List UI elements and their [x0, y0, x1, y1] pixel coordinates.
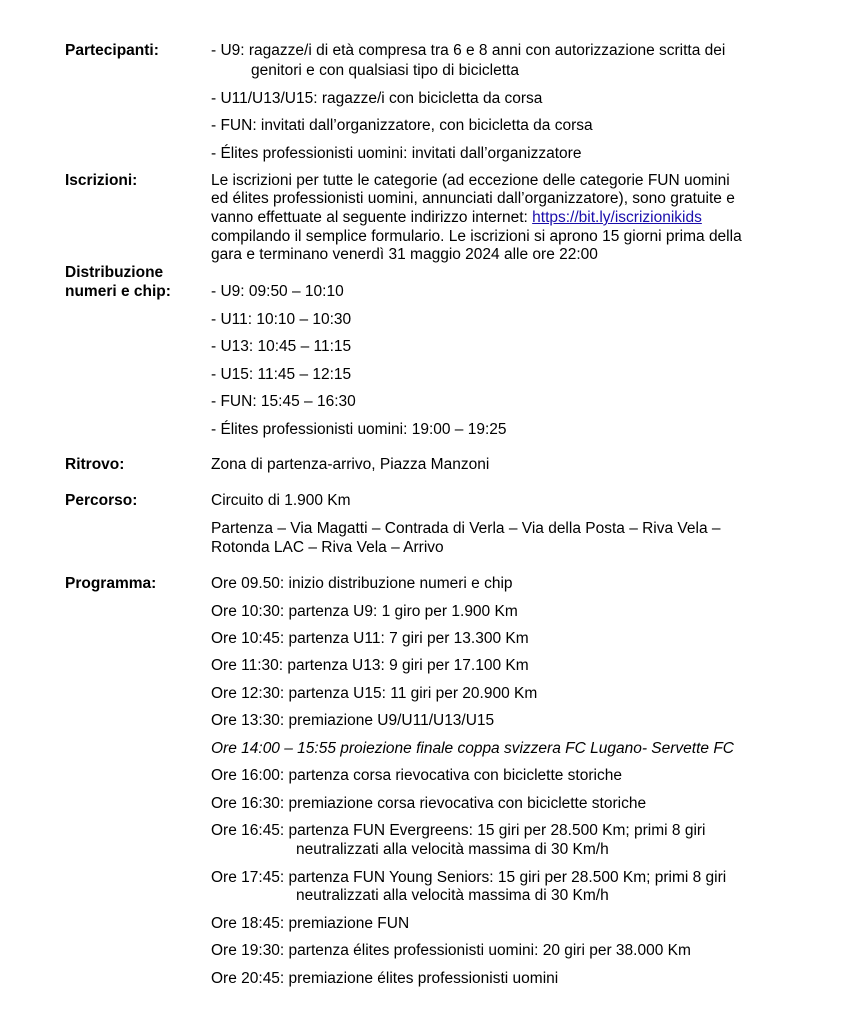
programma-item: Ore 17:45: partenza FUN Young Seniors: 15 giri per 28.500 Km; primi 8 giri — [211, 869, 727, 886]
ritrovo-label: Ritrovo: — [65, 456, 125, 473]
distribuzione-item: - FUN: 15:45 – 16:30 — [211, 393, 356, 410]
programma-item: Ore 20:45: premiazione élites professionisti uomini — [211, 970, 559, 987]
partecipanti-elites: - Élites professionisti uomini: invitati dall’organizzatore — [211, 145, 582, 162]
partecipanti-u11: - U11/U13/U15: ragazze/i con bicicletta da corsa — [211, 90, 543, 107]
percorso-circuito: Circuito di 1.900 Km — [211, 492, 351, 509]
distribuzione-item: - U15: 11:45 – 12:15 — [211, 366, 352, 383]
iscrizioni-line1: Le iscrizioni per tutte le categorie (ad eccezione delle categorie FUN uomini — [211, 172, 730, 189]
iscrizioni-line3 — [211, 209, 702, 227]
iscrizioni-link[interactable]: https://bit.ly/iscrizionikids — [532, 209, 702, 226]
iscrizioni-line5: gara e terminano venerdì 31 maggio 2024 alle ore 22:00 — [211, 246, 598, 263]
distribuzione-item: - Élites professionisti uomini: 19:00 – 19:25 — [211, 421, 507, 438]
partecipanti-label: Partecipanti: — [65, 42, 159, 59]
distribuzione-item: - U9: 09:50 – 10:10 — [211, 283, 344, 300]
programma-item: Ore 12:30: partenza U15: 11 giri per 20.900 Km — [211, 685, 538, 702]
programma-item: Ore 11:30: partenza U13: 9 giri per 17.100 Km — [211, 657, 529, 674]
partecipanti-u9-line1: - U9: ragazze/i di età compresa tra 6 e 8 anni con autorizzazione scritta dei — [211, 42, 726, 59]
partecipanti-u9-line2: genitori e con qualsiasi tipo di bicicletta — [251, 62, 519, 79]
distribuzione-label-line1: Distribuzione — [65, 264, 164, 281]
programma-item: Ore 16:00: partenza corsa rievocativa con biciclette storiche — [211, 767, 622, 784]
ritrovo-value: Zona di partenza-arrivo, Piazza Manzoni — [211, 456, 490, 473]
programma-item: Ore 18:45: premiazione FUN — [211, 915, 410, 932]
programma-item: Ore 19:30: partenza élites professionisti uomini: 20 giri per 38.000 Km — [211, 942, 691, 959]
percorso-route-line1: Partenza – Via Magatti – Contrada di Verla – Via della Posta – Riva Vela – — [211, 520, 721, 537]
distribuzione-item: - U11: 10:10 – 10:30 — [211, 311, 352, 328]
programma-item: neutralizzati alla velocità massima di 30 Km/h — [296, 841, 609, 858]
programma-label: Programma: — [65, 575, 157, 592]
programma-item: Ore 10:45: partenza U11: 7 giri per 13.300 Km — [211, 630, 529, 647]
distribuzione-label-line2: numeri e chip: — [65, 283, 171, 300]
programma-item: Ore 10:30: partenza U9: 1 giro per 1.900 Km — [211, 603, 518, 620]
iscrizioni-line2: ed élites professionisti uomini, annunciati dall’organizzatore), sono gratuite e — [211, 190, 735, 207]
programma-item: Ore 16:30: premiazione corsa rievocativa con biciclette storiche — [211, 795, 647, 812]
programma-item: neutralizzati alla velocità massima di 30 Km/h — [296, 887, 609, 904]
iscrizioni-line3-prefix: vanno effettuate al seguente indirizzo internet: — [211, 209, 533, 226]
distribuzione-item: - U13: 10:45 – 11:15 — [211, 338, 352, 355]
programma-item: Ore 14:00 – 15:55 proiezione finale coppa svizzera FC Lugano- Servette FC — [211, 740, 734, 757]
programma-item: Ore 09.50: inizio distribuzione numeri e chip — [211, 575, 513, 592]
programma-item: Ore 13:30: premiazione U9/U11/U13/U15 — [211, 712, 495, 729]
iscrizioni-line4: compilando il semplice formulario. Le iscrizioni si aprono 15 giorni prima della — [211, 228, 742, 245]
partecipanti-fun: - FUN: invitati dall’organizzatore, con bicicletta da corsa — [211, 117, 593, 134]
iscrizioni-label: Iscrizioni: — [65, 172, 138, 189]
percorso-route-line2: Rotonda LAC – Riva Vela – Arrivo — [211, 539, 444, 556]
percorso-label: Percorso: — [65, 492, 138, 509]
programma-item: Ore 16:45: partenza FUN Evergreens: 15 giri per 28.500 Km; primi 8 giri — [211, 822, 706, 839]
